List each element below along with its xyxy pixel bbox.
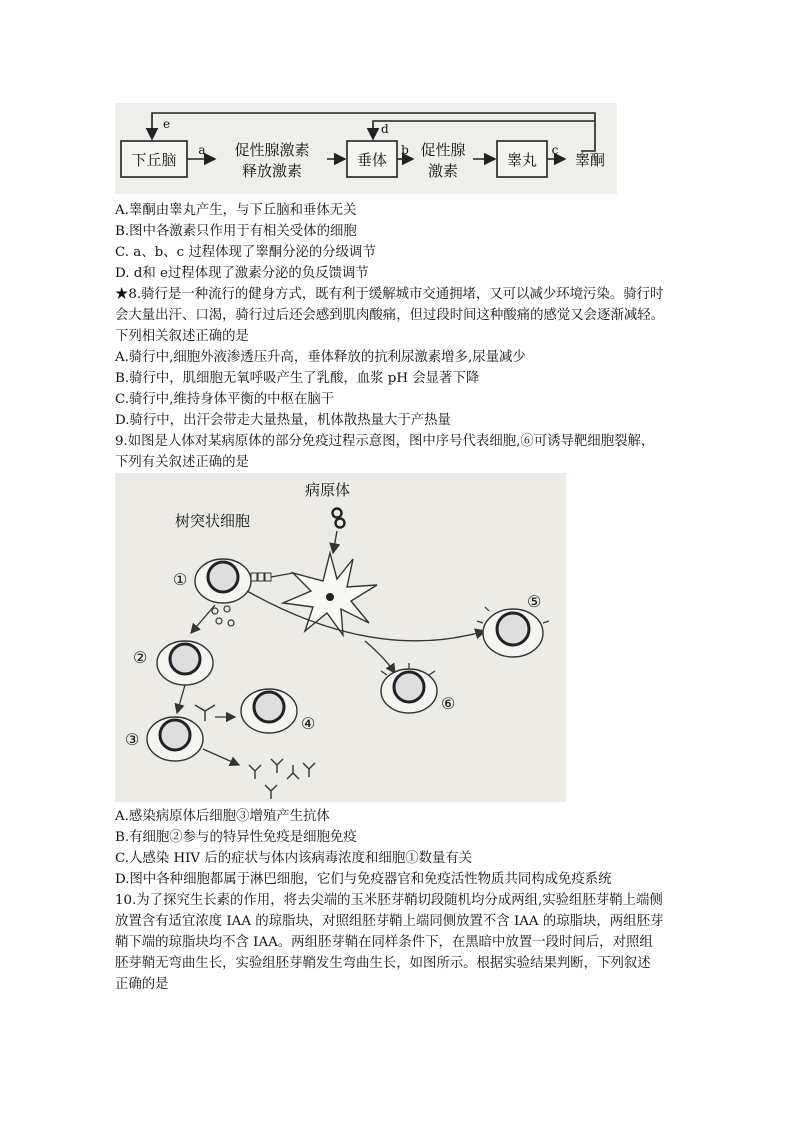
q9-option-d: D.图中各种细胞都属于淋巴细胞，它们与免疫器官和免疫活性物质共同构成免疫系统 xyxy=(115,872,612,887)
q10-stem-3: 鞘下端的琼脂块均不含 IAA。两组胚芽鞘在同样条件下，在黑暗中放置一段时间后，对照组 xyxy=(115,935,653,950)
q8-stem-1: ★8.骑行是一种流行的健身方式，既有利于缓解城市交通拥堵，又可以减少环境污染。骑行时 xyxy=(115,287,664,302)
q7-option-a: A.睾酮由睾丸产生，与下丘脑和垂体无关 xyxy=(115,203,357,218)
feedback-d-line xyxy=(373,121,595,139)
q7-option-c: C. a、b、c 过程体现了睾酮分泌的分级调节 xyxy=(115,245,376,260)
pathogen-icon xyxy=(333,509,345,528)
q8-option-b: B.骑行中，肌细胞无氧呼吸产生了乳酸，血浆 pH 会显著下降 xyxy=(115,371,480,386)
label-a: a xyxy=(198,143,206,157)
q8-stem-3: 下列相关叙述正确的是 xyxy=(115,329,249,344)
antibody-mark xyxy=(195,705,215,721)
gnrh-label-2: 释放激素 xyxy=(241,162,303,180)
hormone-diagram xyxy=(115,103,617,194)
secretion-dots xyxy=(212,606,234,626)
label-c: c xyxy=(551,143,559,157)
cell-6 xyxy=(381,663,437,713)
arrow-to-cell-6 xyxy=(365,641,395,673)
cell-3-number: ③ xyxy=(125,730,140,749)
pathogen-label: 病原体 xyxy=(305,481,351,499)
cell-2 xyxy=(157,641,213,685)
cell-3 xyxy=(147,717,203,761)
dendritic-cell-label: 树突状细胞 xyxy=(175,512,251,530)
cell-5 xyxy=(477,607,549,657)
pituitary-label: 垂体 xyxy=(356,151,388,169)
q9-option-b: B.有细胞②参与的特异性免疫是细胞免疫 xyxy=(115,830,357,845)
cell-2-number: ② xyxy=(133,648,148,667)
label-e: e xyxy=(163,117,171,131)
q9-stem-1: 9.如图是人体对某病原体的部分免疫过程示意图，图中序号代表细胞,⑥可诱导靶细胞裂解， xyxy=(115,434,655,449)
cell-4-number: ④ xyxy=(301,714,316,733)
cell-5-number: ⑤ xyxy=(527,592,542,611)
cell-1 xyxy=(195,559,251,603)
testis-label: 睾丸 xyxy=(506,151,538,169)
gth-label-1: 促性腺 xyxy=(420,141,466,159)
q8-option-c: C.骑行中,维持身体平衡的中枢在脑干 xyxy=(115,392,335,407)
cell-6-number: ⑥ xyxy=(441,694,456,713)
q8-option-a: A.骑行中,细胞外液渗透压升高，垂体释放的抗利尿激素增多,尿量减少 xyxy=(115,350,526,365)
testosterone-label: 睾酮 xyxy=(574,151,606,169)
q7-option-d: D. d和 e过程体现了激素分泌的负反馈调节 xyxy=(115,266,369,281)
q9-option-c: C.人感染 HIV 后的症状与体内该病毒浓度和细胞①数量有关 xyxy=(115,851,473,866)
cell-4 xyxy=(241,689,297,733)
q10-stem-2: 放置含有适宜浓度 IAA 的琼脂块，对照组胚芽鞘上端同侧放置不含 IAA 的琼脂块，两组胚芽 xyxy=(115,914,664,929)
antibodies xyxy=(249,759,315,799)
hypothalamus-label: 下丘脑 xyxy=(131,151,177,169)
arrow-to-cell-5 xyxy=(247,591,485,641)
gnrh-label-1: 促性腺激素 xyxy=(234,141,310,159)
q10-stem-1: 10.为了探究生长素的作用，将去尖端的玉米胚芽鞘切段随机均分成两组,实验组胚芽鞘上端侧 xyxy=(115,893,663,908)
q8-option-d: D.骑行中，出汗会带走大量热量，机体散热量大于产热量 xyxy=(115,413,451,428)
label-d: d xyxy=(381,122,389,136)
cell-1-number: ① xyxy=(173,570,188,589)
label-b: b xyxy=(401,143,409,157)
q7-option-b: B.图中各激素只作用于有相关受体的细胞 xyxy=(115,224,357,239)
q9-stem-2: 下列有关叙述正确的是 xyxy=(115,455,249,470)
immune-diagram xyxy=(115,473,566,802)
q9-option-a: A.感染病原体后细胞③增殖产生抗体 xyxy=(115,809,330,824)
q8-stem-2: 会大量出汗、口渴，骑行过后还会感到肌肉酸痛，但过段时间这种酸痛的感觉又会逐渐减轻。 xyxy=(115,308,665,323)
q10-stem-5: 正确的是 xyxy=(115,977,169,992)
gth-label-2: 激素 xyxy=(427,162,459,180)
q10-stem-4: 胚芽鞘无弯曲生长，实验组胚芽鞘发生弯曲生长，如图所示。根据实验结果判断，下列叙述 xyxy=(115,956,651,971)
